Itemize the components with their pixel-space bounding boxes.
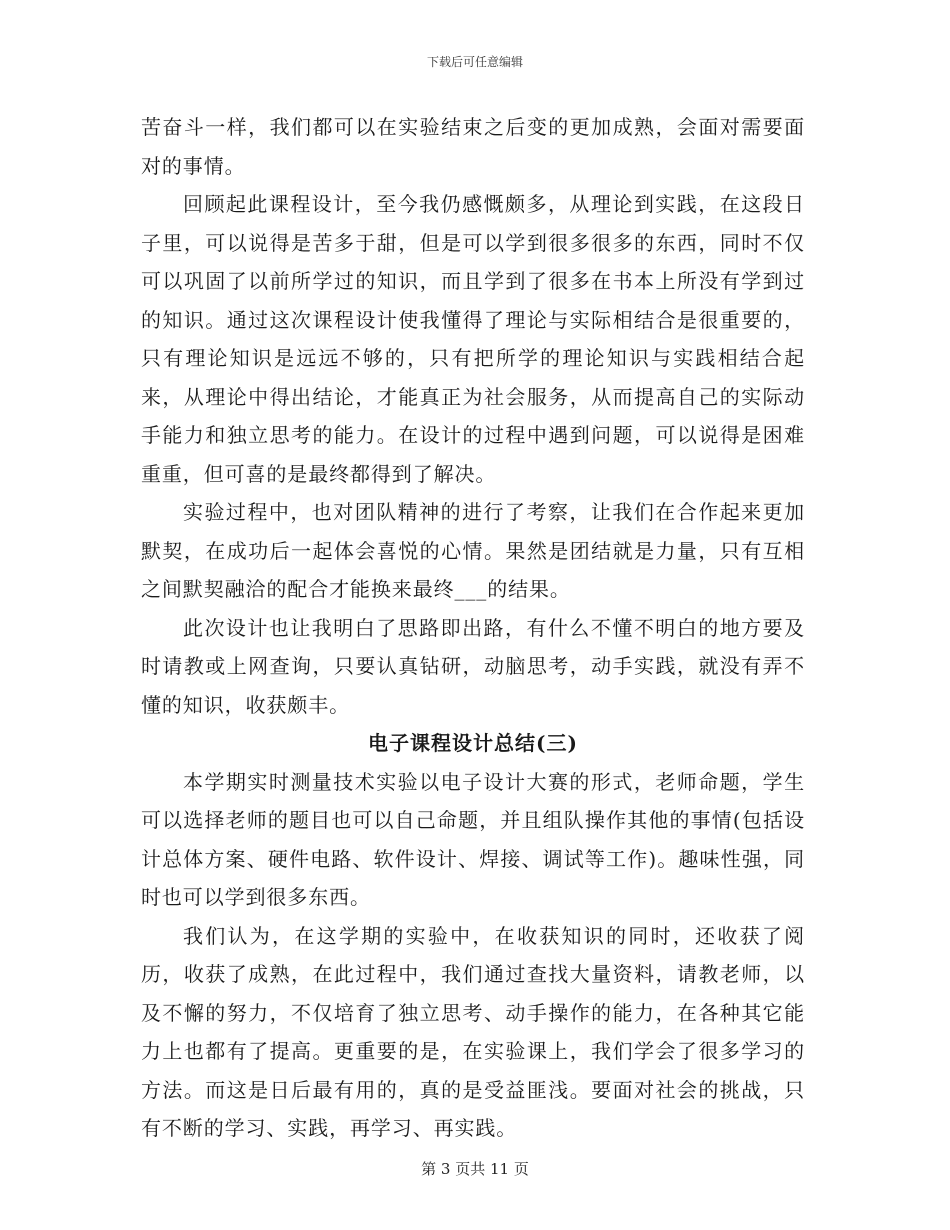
paragraph-5: 本学期实时测量技术实验以电子设计大赛的形式，老师命题，学生可以选择老师的题目也可以自己命题，并且组队操作其他的事情(包括设计总体方案、硬件电路、软件设计、焊接、调试等工作)。趣味性强，同时也可以学到很多东西。 (141, 769, 805, 909)
paragraph-6: 我们认为，在这学期的实验中，在收获知识的同时，还收获了阅历，收获了成熟，在此过程中，我们通过查找大量资料，请教老师，以及不懈的努力，不仅培育了独立思考、动手操作的能力，在各种其它能力上也都有了提高。更重要的是，在实验课上，我们学会了很多学习的方法。而这是日后最有用的，真的是受益匪浅。要面对社会的挑战，只有不断的学习、实践，再学习、再实践。 (141, 923, 805, 1140)
paragraph-2: 回顾起此课程设计，至今我仍感慨颇多，从理论到实践，在这段日子里，可以说得是苦多于甜，但是可以学到很多很多的东西，同时不仅可以巩固了以前所学过的知识，而且学到了很多在书本上所没有学到过的知识。通过这次课程设计使我懂得了理论与实际相结合是很重要的，只有理论知识是远远不够的，只有把所学的理论知识与实践相结合起来，从理论中得出结论，才能真正为社会服务，从而提高自己的实际动手能力和独立思考的能力。在设计的过程中遇到问题，可以说得是困难重重，但可喜的是最终都得到了解决。 (141, 192, 805, 486)
document-body (141, 108, 805, 1148)
section-title: 电子课程设计总结(三) (368, 731, 578, 755)
page-header: 下载后可任意编辑 (426, 55, 523, 69)
page-number: 第 3 页共 11 页 (421, 1160, 529, 1178)
paragraph-4: 此次设计也让我明白了思路即出路，有什么不懂不明白的地方要及时请教或上网查询，只要认真钻研，动脑思考，动手实践，就没有弄不懂的知识，收获颇丰。 (141, 615, 805, 717)
paragraph-1: 苦奋斗一样，我们都可以在实验结束之后变的更加成熟，会面对需要面对的事情。 (141, 115, 805, 178)
paragraph-3: 实验过程中，也对团队精神的进行了考察，让我们在合作起来更加默契，在成功后一起体会喜悦的心情。果然是团结就是力量，只有互相之间默契融洽的配合才能换来最终___的结果。 (141, 500, 805, 601)
